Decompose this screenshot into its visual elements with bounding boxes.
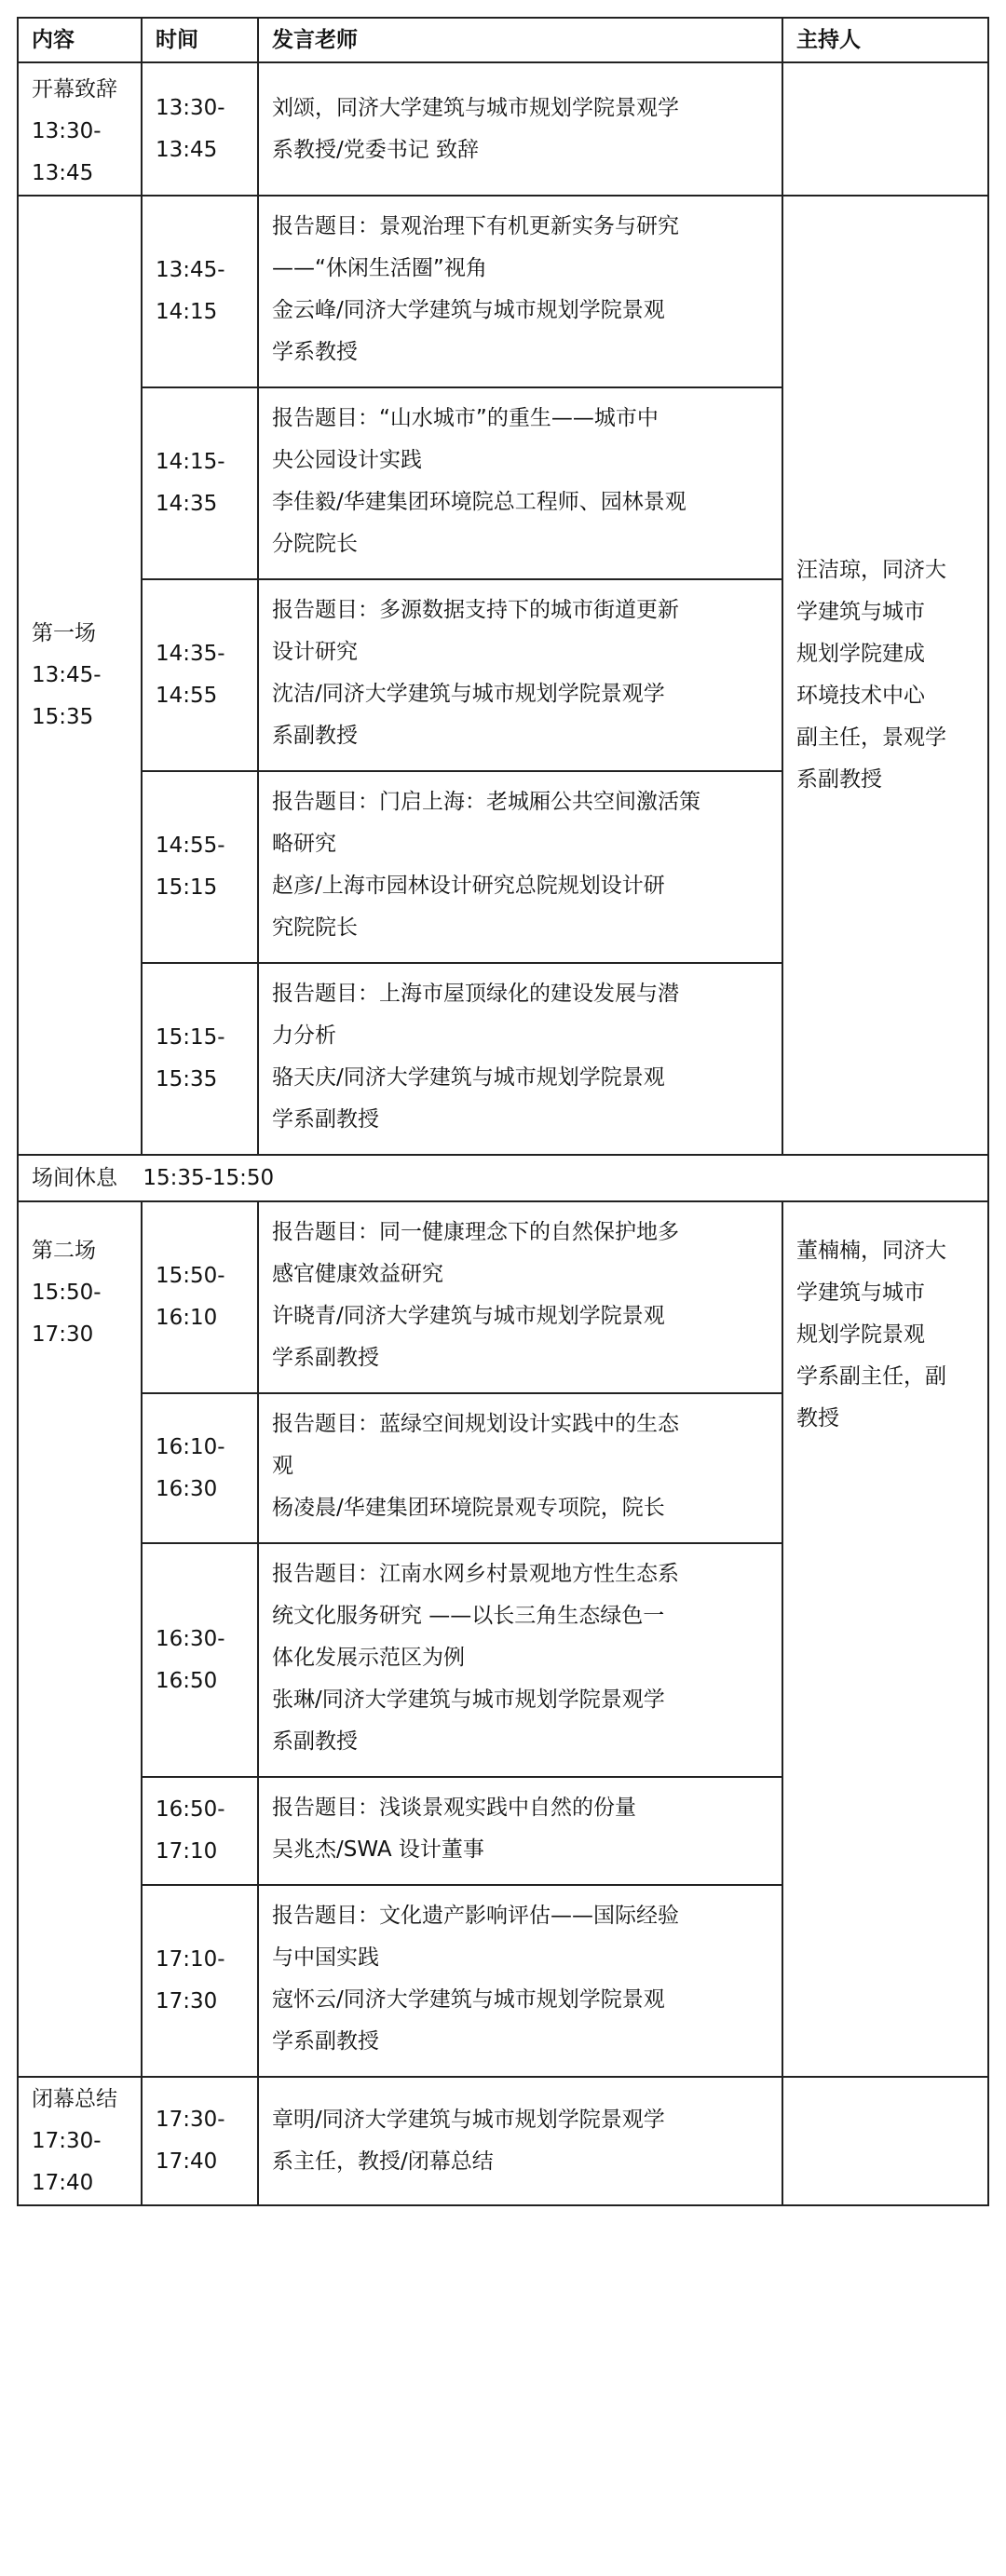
session2-talk-row [18, 1201, 988, 1393]
talk-time-start: 16:50- [156, 1797, 225, 1822]
closing-row [18, 2077, 988, 2205]
talk-title-line: 体化发展示范区为例 [272, 1646, 465, 1670]
talk-speaker-line: 杨凌晨/华建集团环境院景观专项院，院长 [272, 1496, 665, 1520]
talk-speaker-line: 学系副教授 [272, 1346, 379, 1370]
break-time: 15:35-15:50 [143, 1165, 275, 1190]
closing-time-a: 17:30- [32, 2128, 102, 2153]
talk-speaker-line: 李佳毅/华建集团环境院总工程师、园林景观 [272, 490, 687, 514]
closing-time-cell [142, 2077, 258, 2205]
talk-detail-cell [258, 579, 782, 771]
opening-speaker-cell [258, 62, 782, 196]
talk-title-line: ——“休闲生活圈”视角 [272, 256, 487, 280]
opening-time-end: 13:45 [156, 137, 218, 162]
talk-title-line: 感官健康效益研究 [272, 1262, 443, 1286]
session1-label-cell [18, 196, 142, 1155]
talk-detail-cell [258, 1885, 782, 2077]
closing-speaker-line: 系主任，教授/闭幕总结 [272, 2149, 494, 2174]
session2-host-cell [782, 1201, 988, 2077]
talk-detail-cell [258, 1393, 782, 1543]
talk-speaker-line: 沈洁/同济大学建筑与城市规划学院景观学 [272, 682, 665, 706]
closing-time-end: 17:40 [156, 2149, 218, 2174]
closing-speaker-line: 章明/同济大学建筑与城市规划学院景观学 [272, 2108, 665, 2132]
talk-speaker-line: 学系副教授 [272, 2029, 379, 2054]
talk-time-start: 14:15- [156, 450, 225, 474]
talk-time-start: 15:50- [156, 1264, 225, 1288]
talk-speaker-line: 骆天庆/同济大学建筑与城市规划学院景观 [272, 1065, 665, 1090]
talk-title-line: 央公园设计实践 [272, 448, 422, 472]
talk-speaker-line: 寇怀云/同济大学建筑与城市规划学院景观 [272, 1987, 665, 2012]
header-content: 内容 [18, 18, 142, 62]
talk-time-end: 16:30 [156, 1476, 218, 1501]
opening-label-cell [18, 62, 142, 196]
talk-title-line: 报告题目：“山水城市”的重生——城市中 [272, 406, 659, 430]
talk-speaker-line: 学系教授 [272, 340, 358, 364]
host-line: 学系副主任，副 [796, 1364, 946, 1389]
talk-title-line: 报告题目：多源数据支持下的城市街道更新 [272, 598, 679, 622]
session1-time-end: 15:35 [32, 704, 94, 729]
session1-time-start: 13:45- [32, 662, 102, 687]
talk-time-start: 17:10- [156, 1947, 225, 1972]
host-line: 董楠楠，同济大 [796, 1239, 946, 1263]
session2-label-cell [18, 1201, 142, 2077]
talk-title-line: 与中国实践 [272, 1946, 379, 1970]
closing-label: 闭幕总结 [32, 2086, 117, 2111]
host-line: 系副教授 [796, 767, 882, 792]
talk-time-start: 14:55- [156, 834, 225, 858]
closing-time-start: 17:30- [156, 2108, 225, 2132]
opening-label: 开幕致辞 [32, 77, 117, 102]
break-row [18, 1155, 988, 1201]
host-line: 环境技术中心 [796, 684, 925, 708]
session2-time-end: 17:30 [32, 1322, 94, 1347]
talk-title-line: 报告题目：蓝绿空间规划设计实践中的生态 [272, 1412, 679, 1436]
talk-speaker-line: 赵彦/上海市园林设计研究总院规划设计研 [272, 874, 665, 898]
header-time: 时间 [142, 18, 258, 62]
talk-speaker-line: 系副教授 [272, 1729, 358, 1754]
talk-detail-cell [258, 1201, 782, 1393]
session1-label: 第一场 [32, 620, 96, 645]
talk-speaker-line: 张琳/同济大学建筑与城市规划学院景观学 [272, 1688, 665, 1712]
talk-detail-cell [258, 771, 782, 963]
talk-time-cell [142, 579, 258, 771]
host-line: 规划学院景观 [796, 1322, 925, 1347]
session2-time-start: 15:50- [32, 1281, 102, 1305]
break-cell [18, 1155, 988, 1201]
talk-time-cell [142, 771, 258, 963]
session2-label: 第二场 [32, 1239, 96, 1263]
talk-title-line: 报告题目：浅谈景观实践中自然的份量 [272, 1796, 636, 1820]
header-speaker: 发言老师 [258, 18, 782, 62]
talk-title-line: 报告题目：上海市屋顶绿化的建设发展与潜 [272, 982, 679, 1006]
talk-time-start: 16:30- [156, 1626, 225, 1651]
header-row [18, 18, 988, 62]
talk-time-end: 17:30 [156, 1989, 218, 2013]
host-line: 学建筑与城市 [796, 600, 925, 624]
talk-title-line: 统文化服务研究 ——以长三角生态绿色一 [272, 1604, 665, 1628]
talk-detail-cell [258, 387, 782, 579]
talk-time-start: 14:35- [156, 642, 225, 666]
opening-time-a: 13:30- [32, 119, 102, 143]
opening-speaker-line: 刘颂，同济大学建筑与城市规划学院景观学 [272, 95, 679, 120]
talk-time-end: 16:10 [156, 1306, 218, 1330]
talk-time-cell [142, 387, 258, 579]
talk-time-start: 13:45- [156, 258, 225, 282]
closing-speaker-cell [258, 2077, 782, 2205]
host-line: 规划学院建成 [796, 642, 925, 666]
talk-time-cell [142, 1777, 258, 1885]
talk-detail-cell [258, 1543, 782, 1777]
talk-speaker-line: 学系副教授 [272, 1107, 379, 1132]
talk-time-end: 17:10 [156, 1839, 218, 1864]
host-line: 副主任，景观学 [796, 725, 946, 750]
talk-time-end: 15:35 [156, 1067, 218, 1091]
talk-speaker-line: 许晓青/同济大学建筑与城市规划学院景观 [272, 1304, 665, 1328]
talk-time-end: 14:15 [156, 300, 218, 324]
session1-talk-row [18, 196, 988, 387]
break-label: 场间休息 [32, 1165, 117, 1190]
talk-detail-cell [258, 1777, 782, 1885]
talk-time-cell [142, 963, 258, 1155]
talk-time-start: 15:15- [156, 1025, 225, 1050]
talk-time-cell [142, 1543, 258, 1777]
host-line: 汪洁琼，同济大 [796, 558, 946, 582]
talk-title-line: 报告题目：同一健康理念下的自然保护地多 [272, 1220, 679, 1244]
talk-time-end: 16:50 [156, 1668, 218, 1693]
talk-title-line: 报告题目：文化遗产影响评估——国际经验 [272, 1904, 679, 1928]
opening-time-b: 13:45 [32, 161, 94, 185]
talk-time-start: 16:10- [156, 1434, 225, 1459]
session1-host-cell [782, 196, 988, 1155]
talk-speaker-line: 分院院长 [272, 532, 358, 556]
talk-time-end: 15:15 [156, 875, 218, 900]
talk-time-end: 14:35 [156, 492, 218, 516]
opening-time-start: 13:30- [156, 95, 225, 120]
talk-title-line: 报告题目：江南水网乡村景观地方性生态系 [272, 1562, 679, 1586]
schedule-table [17, 17, 989, 2206]
talk-title-line: 观 [272, 1454, 293, 1478]
talk-time-cell [142, 196, 258, 387]
host-line: 学建筑与城市 [796, 1281, 925, 1305]
talk-title-line: 报告题目：景观治理下有机更新实务与研究 [272, 214, 679, 238]
header-host: 主持人 [782, 18, 988, 62]
opening-speaker-line: 系教授/党委书记 致辞 [272, 137, 480, 162]
closing-label-cell [18, 2077, 142, 2205]
closing-host-cell [782, 2077, 988, 2205]
talk-speaker-line: 系副教授 [272, 724, 358, 748]
talk-time-cell [142, 1201, 258, 1393]
talk-time-cell [142, 1885, 258, 2077]
closing-time-b: 17:40 [32, 2170, 94, 2195]
talk-speaker-line: 金云峰/同济大学建筑与城市规划学院景观 [272, 298, 665, 322]
talk-time-cell [142, 1393, 258, 1543]
talk-detail-cell [258, 963, 782, 1155]
talk-speaker-line: 究院院长 [272, 915, 358, 940]
host-line: 教授 [796, 1406, 839, 1430]
talk-detail-cell [258, 196, 782, 387]
talk-title-line: 略研究 [272, 832, 336, 856]
talk-title-line: 力分析 [272, 1024, 336, 1048]
talk-speaker-line: 吴兆杰/SWA 设计董事 [272, 1837, 484, 1862]
opening-host-cell [782, 62, 988, 196]
talk-time-end: 14:55 [156, 684, 218, 708]
opening-row [18, 62, 988, 196]
opening-time-cell [142, 62, 258, 196]
talk-title-line: 报告题目：门启上海：老城厢公共空间激活策 [272, 790, 700, 814]
talk-title-line: 设计研究 [272, 640, 358, 664]
